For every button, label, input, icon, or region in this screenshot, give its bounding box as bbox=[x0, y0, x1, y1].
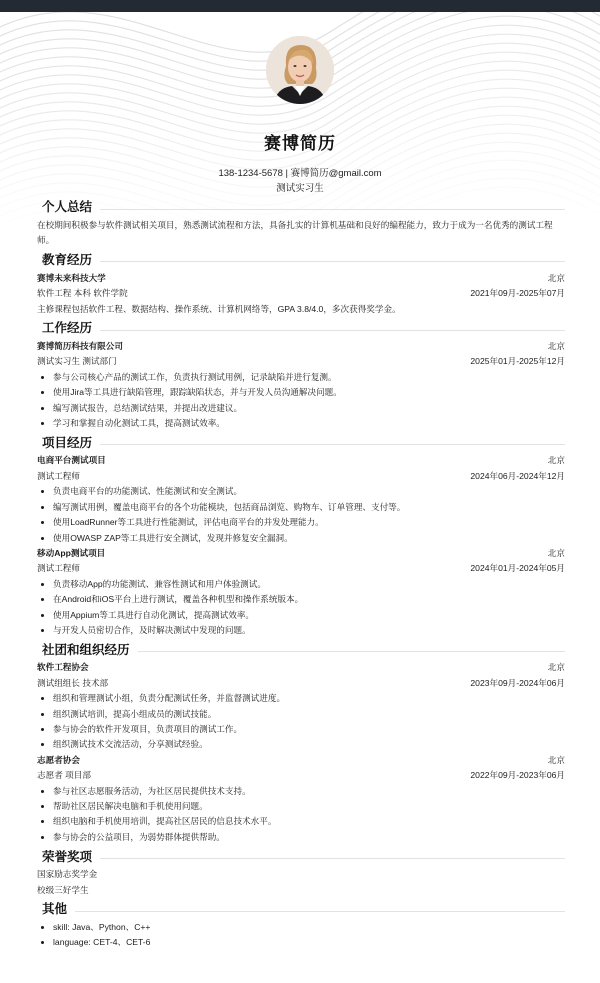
honor-item: 校级三好学生 bbox=[37, 884, 89, 895]
entry-org: 赛博简历科技有限公司 bbox=[37, 341, 123, 352]
entry-date: 2024年06月-2024年12月 bbox=[470, 470, 565, 481]
entry-bullets bbox=[37, 577, 565, 639]
entry-role: 测试工程师 bbox=[37, 563, 80, 574]
list-item: • 使用Jira等工具进行缺陷管理，跟踪缺陷状态，并与开发人员沟通解决问题。 bbox=[53, 385, 565, 400]
other-list bbox=[37, 920, 565, 951]
section-divider bbox=[100, 261, 565, 262]
section-title-clubs bbox=[42, 640, 565, 660]
resume-name: 赛博简历 bbox=[264, 134, 336, 153]
section-title-education bbox=[42, 251, 565, 271]
section-title-text: 荣誉奖项 bbox=[42, 849, 93, 864]
section-divider bbox=[100, 209, 565, 210]
section-title-projects bbox=[42, 433, 565, 453]
section-divider bbox=[100, 330, 565, 331]
entry-role: 软件工程 本科 软件学院 bbox=[37, 288, 128, 299]
entry-location: 北京 bbox=[547, 754, 565, 765]
list-item: • skill: Java、Python、C++ bbox=[53, 920, 565, 935]
entry-location: 北京 bbox=[547, 341, 565, 352]
section-divider bbox=[100, 858, 565, 859]
job-intent: 测试实习生 bbox=[276, 183, 324, 194]
club-entry bbox=[37, 753, 565, 845]
list-item: • 与开发人员密切合作，及时解决测试中发现的问题。 bbox=[53, 623, 565, 638]
section-divider bbox=[100, 444, 565, 445]
entry-location: 北京 bbox=[547, 547, 565, 558]
project-entry bbox=[37, 453, 565, 545]
entry-location: 北京 bbox=[547, 662, 565, 673]
entry-date: 2021年09月-2025年07月 bbox=[470, 288, 565, 299]
avatar-photo bbox=[266, 36, 334, 104]
section-title-honors bbox=[42, 847, 565, 867]
list-item: • 编写测试用例，覆盖电商平台的各个功能模块，包括商品浏览、购物车、订单管理、支付等。 bbox=[53, 500, 565, 515]
section-divider bbox=[138, 651, 565, 652]
section-title-text: 社团和组织经历 bbox=[42, 642, 130, 657]
entry-role: 志愿者 项目部 bbox=[37, 770, 91, 781]
entry-org: 赛博未来科技大学 bbox=[37, 272, 106, 283]
list-item: • 组织电脑和手机使用培训，提高社区居民的信息技术水平。 bbox=[53, 814, 565, 829]
entry-desc: 主修课程包括软件工程、数据结构、操作系统、计算机网络等，GPA 3.8/4.0，多次获得奖学金。 bbox=[37, 303, 401, 314]
section-title-summary bbox=[42, 198, 565, 218]
work-entry bbox=[37, 339, 565, 431]
list-item: • 学习和掌握自动化测试工具，提高测试效率。 bbox=[53, 416, 565, 431]
section-title-text: 其他 bbox=[42, 902, 68, 917]
list-item: • 使用OWASP ZAP等工具进行安全测试，发现并修复安全漏洞。 bbox=[53, 531, 565, 546]
honor-item: 国家励志奖学金 bbox=[37, 869, 98, 880]
entry-bullets bbox=[37, 484, 565, 546]
contact-info: 138-1234-5678 | 赛博简历@gmail.com bbox=[218, 168, 382, 179]
entry-date: 2025年01月-2025年12月 bbox=[470, 356, 565, 367]
entry-org: 移动App测试项目 bbox=[37, 547, 106, 558]
entry-date: 2024年01月-2024年05月 bbox=[470, 563, 565, 574]
resume-content bbox=[37, 196, 565, 951]
list-item: • 参与协会的软件开发项目，负责项目的测试工作。 bbox=[53, 722, 565, 737]
entry-bullets bbox=[37, 784, 565, 846]
entry-role: 测试实习生 测试部门 bbox=[37, 356, 117, 367]
list-item: • 使用LoadRunner等工具进行性能测试，评估电商平台的并发处理能力。 bbox=[53, 515, 565, 530]
section-title-text: 工作经历 bbox=[42, 321, 93, 336]
top-bar bbox=[0, 0, 600, 12]
entry-location: 北京 bbox=[547, 272, 565, 283]
summary-text: 在校期间积极参与软件测试相关项目，熟悉测试流程和方法，具备扎实的计算机基础和良好的编程能力，致力于成为一名优秀的测试工程师。 bbox=[37, 220, 553, 246]
list-item: • 参与公司核心产品的测试工作，负责执行测试用例，记录缺陷并进行复测。 bbox=[53, 370, 565, 385]
list-item: • language: CET-4、CET-6 bbox=[53, 935, 565, 950]
section-title-other bbox=[42, 900, 565, 920]
entry-date: 2022年09月-2023年06月 bbox=[470, 770, 565, 781]
list-item: • 在Android和iOS平台上进行测试，覆盖各种机型和操作系统版本。 bbox=[53, 592, 565, 607]
education-entry bbox=[37, 271, 565, 317]
list-item: • 负责电商平台的功能测试、性能测试和安全测试。 bbox=[53, 484, 565, 499]
list-item: • 组织和管理测试小组，负责分配测试任务，并监督测试进度。 bbox=[53, 691, 565, 706]
avatar bbox=[266, 36, 334, 104]
entry-bullets bbox=[37, 691, 565, 753]
section-title-text: 项目经历 bbox=[42, 435, 93, 450]
list-item: • 负责移动App的功能测试、兼容性测试和用户体验测试。 bbox=[53, 577, 565, 592]
section-title-text: 个人总结 bbox=[42, 200, 93, 215]
list-item: • 参与协会的公益项目，为弱势群体提供帮助。 bbox=[53, 830, 565, 845]
list-item: • 参与社区志愿服务活动，为社区居民提供技术支持。 bbox=[53, 784, 565, 799]
club-entry bbox=[37, 660, 565, 752]
section-title-text: 教育经历 bbox=[42, 253, 93, 268]
entry-date: 2023年09月-2024年06月 bbox=[470, 677, 565, 688]
project-entry bbox=[37, 546, 565, 638]
entry-role: 测试组组长 技术部 bbox=[37, 677, 109, 688]
entry-org: 志愿者协会 bbox=[37, 754, 80, 765]
list-item: • 使用Appium等工具进行自动化测试，提高测试效率。 bbox=[53, 608, 565, 623]
section-divider bbox=[75, 911, 565, 912]
entry-location: 北京 bbox=[547, 455, 565, 466]
entry-bullets bbox=[37, 370, 565, 432]
list-item: • 编写测试报告，总结测试结果，并提出改进建议。 bbox=[53, 401, 565, 416]
section-title-work bbox=[42, 319, 565, 339]
list-item: • 组织测试技术交流活动，分享测试经验。 bbox=[53, 737, 565, 752]
entry-role: 测试工程师 bbox=[37, 470, 80, 481]
entry-org: 电商平台测试项目 bbox=[37, 455, 106, 466]
list-item: • 组织测试培训，提高小组成员的测试技能。 bbox=[53, 707, 565, 722]
entry-org: 软件工程协会 bbox=[37, 662, 89, 673]
list-item: • 帮助社区居民解决电脑和手机使用问题。 bbox=[53, 799, 565, 814]
